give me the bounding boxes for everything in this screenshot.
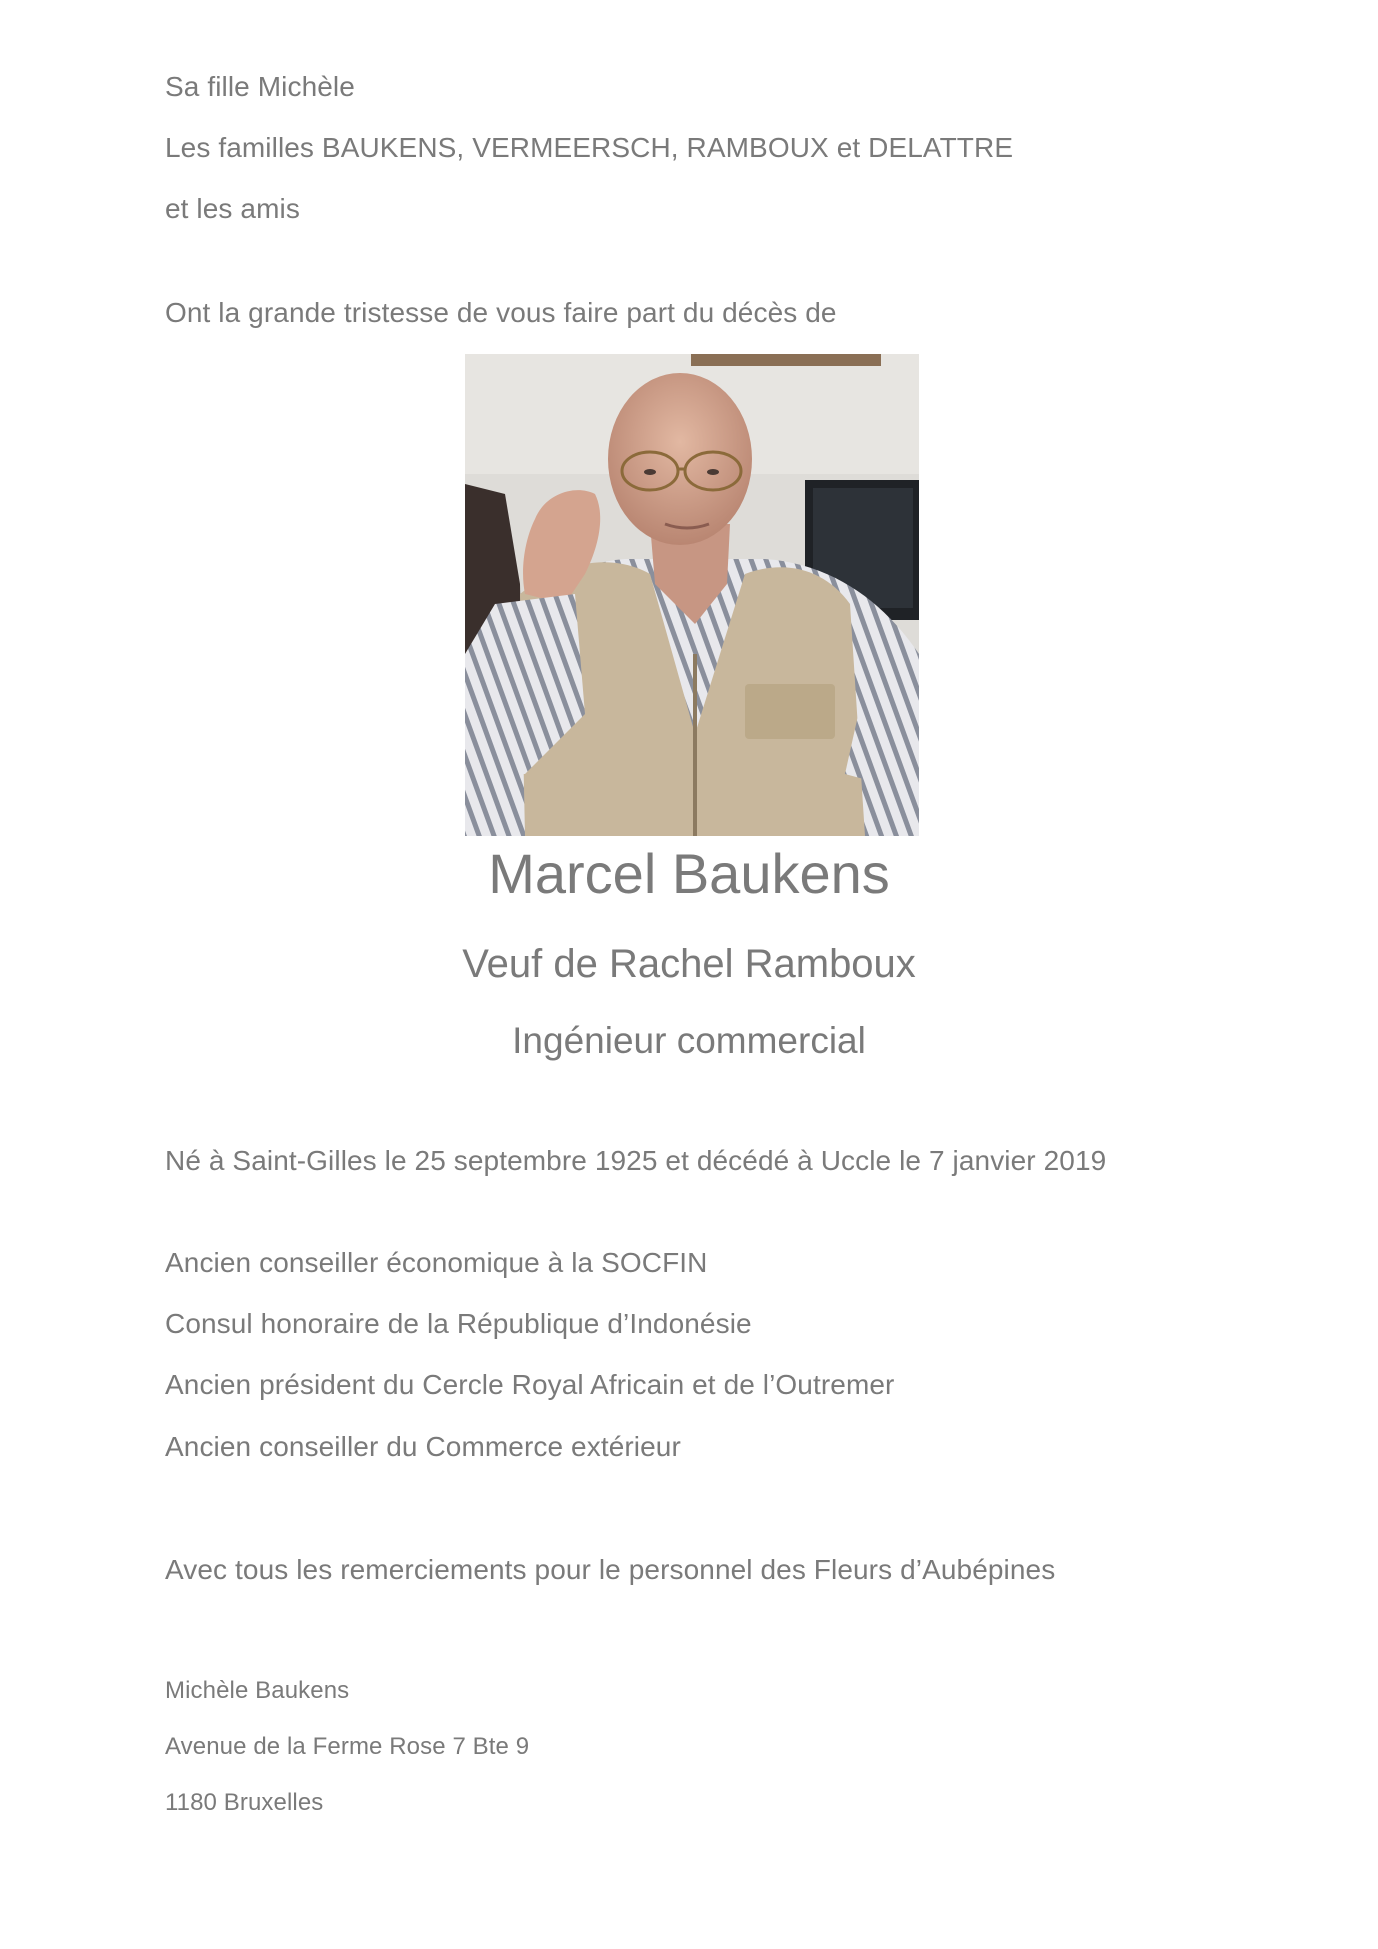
contact-city: 1180 Bruxelles [165,1789,324,1816]
contact-name: Michèle Baukens [165,1677,350,1704]
title-item: Consul honoraire de la République d’Indonésie [165,1308,752,1339]
title-item: Ancien président du Cercle Royal Africain et de l’Outremer [165,1369,895,1400]
profession: Ingénieur commercial [512,1020,866,1061]
announcement-text: Ont la grande tristesse de vous faire part du décès de [165,297,837,328]
contact-street: Avenue de la Ferme Rose 7 Bte 9 [165,1733,530,1760]
title-item: Ancien conseiller économique à la SOCFIN [165,1247,708,1278]
portrait-photo [465,354,919,836]
header-line-families: Les familles BAUKENS, VERMEERSCH, RAMBOUX et DELATTRE [165,132,1014,163]
birth-death-line: Né à Saint-Gilles le 25 septembre 1925 et décédé à Uccle le 7 janvier 2019 [165,1145,1107,1176]
thanks-text: Avec tous les remerciements pour le personnel des Fleurs d’Aubépines [165,1554,1056,1585]
title-item: Ancien conseiller du Commerce extérieur [165,1431,681,1462]
widower-of: Veuf de Rachel Ramboux [462,942,916,986]
header-line-friends: et les amis [165,193,300,224]
deceased-name: Marcel Baukens [488,842,890,905]
header-line-daughter: Sa fille Michèle [165,71,355,102]
